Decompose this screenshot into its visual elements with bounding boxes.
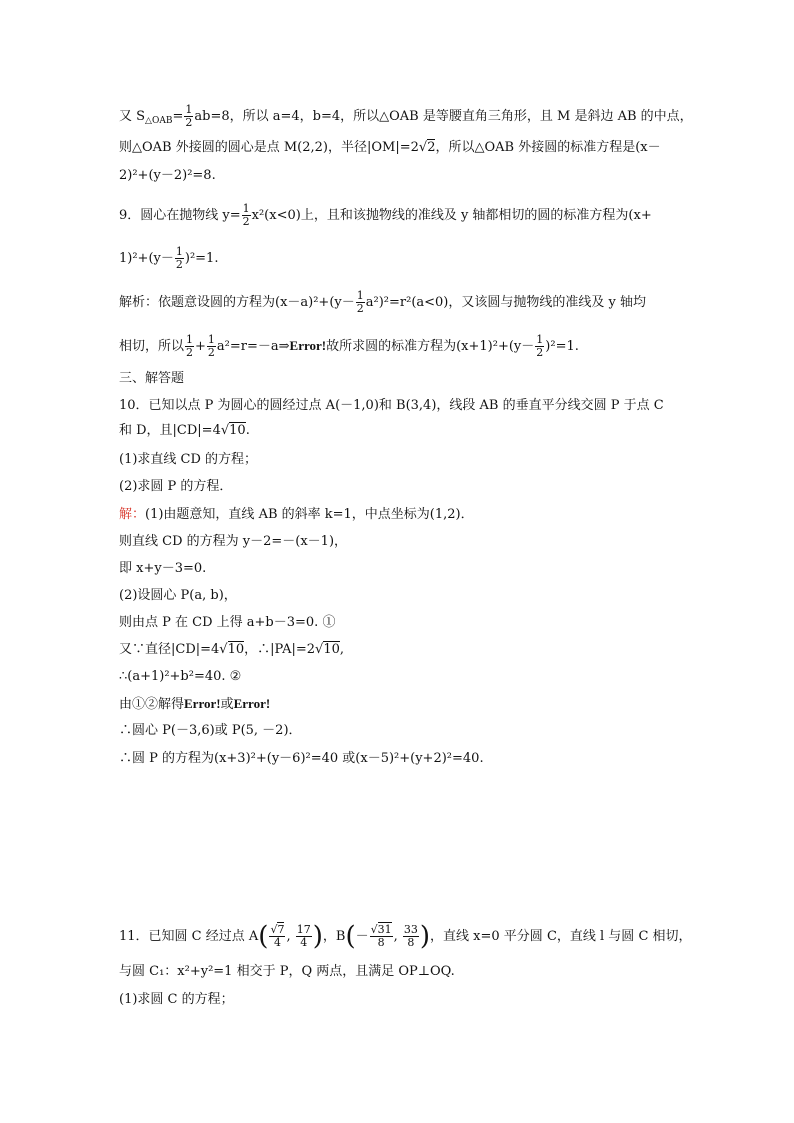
text-line: 解：(1)由题意知，直线 AB 的斜率 k=1，中点坐标为(1,2)． [119, 507, 474, 522]
text-line: 与圆 C₁：x²+y²=1 相交于 P，Q 两点，且满足 OP⊥OQ. [119, 964, 455, 979]
error-field: Error! [184, 696, 221, 711]
text-line: ∴圆心 P(－3,6)或 P(5, －2)． [119, 723, 302, 738]
text-line: (2)设圆心 P(a, b)， [119, 588, 237, 603]
text-line: (2)求圆 P 的方程． [119, 479, 233, 494]
text-line: 则由点 P 在 CD 上得 a+b－3=0. ① [119, 615, 336, 630]
text-line: 又 $S_{\triangle OAB}=$ $\frac{1}{2}$ ab=8，所以 a=4，b=4，所以△OAB 是等腰直角三角形，且 M 是斜边 AB 的中点， [119, 103, 693, 129]
error-field: Error! [233, 696, 271, 711]
fraction: $\frac{1}{2}$ [356, 289, 364, 315]
text-line: 由①②解得Error!或Error! [119, 696, 271, 712]
text-line: 则直线 CD 的方程为 y－2=－(x－1)， [119, 534, 348, 549]
text-line: 即 x+y－3=0. [119, 561, 207, 576]
fraction: $\frac{17}{4}$ [296, 923, 311, 949]
fraction: $\frac{1}{2}$ [207, 333, 215, 359]
text-line: (1)求直线 CD 的方程； [119, 452, 258, 467]
text-line: 又∵直径|CD|=4√10，∴|PA|=2√10, [119, 642, 344, 657]
error-field: Error! [289, 338, 327, 353]
fraction: $\frac{1}{2}$ [175, 245, 183, 271]
fraction: $\frac{1}{2}$ [242, 202, 250, 228]
fraction: $\frac{33}{8}$ [403, 923, 418, 949]
fraction: $\frac{√31}{8}$ [370, 923, 392, 949]
text-line: ∴(a+1)²+b²=40. ② [119, 669, 242, 684]
text-line: 1)²+(y－ $\frac{1}{2}$ )²=1. [119, 245, 219, 271]
text-line: 解析：依题意设圆的方程为(x－a)²+(y－ $\frac{1}{2}$ a²)²=r²(a<0)，又该圆与抛物线的准线及 y 轴均 [119, 289, 646, 315]
text-line: 相切，所以 $\frac{1}{2}$ + $\frac{1}{2}$ a²=r=－a⇒Error!故所求圆的标准方程为(x+1)²+(y－ $\frac{1}{2}$ )²=1. [119, 333, 579, 359]
answer-label: 解： [119, 507, 146, 522]
text-line: 2)²+(y－2)²=8. [119, 168, 216, 183]
fraction: $\frac{1}{2}$ [536, 333, 544, 359]
text-line: (1)求圆 C 的方程； [119, 992, 234, 1007]
fraction: $\frac{1}{2}$ [186, 333, 194, 359]
fraction: $\frac{√7}{4}$ [270, 923, 285, 949]
text-line: 9．圆心在抛物线 y= $\frac{1}{2}$ x²(x<0)上，且和该抛物线的准线及 y 轴都相切的圆的标准方程为(x+ [119, 202, 652, 228]
text-line: ∴圆 P 的方程为(x+3)²+(y－6)²=40 或(x－5)²+(y+2)²=40. [119, 751, 484, 766]
text-line: 11．已知圆 C 经过点 A( $\frac{√7}{4}$ , $\frac{17}{4}$ )，B(－ $\frac{√31}{8}$ , $\frac{33}{8}$ )，直线 x=0 平分圆 C，直线 l 与圆 C 相切， [119, 921, 692, 952]
text-line: 则△OAB 外接圆的圆心是点 M(2,2)，半径|OM|=2√2，所以△OAB 外接圆的标准方程是(x－ [119, 140, 661, 155]
section-heading: 三、解答题 [119, 371, 185, 386]
fraction: $\frac{1}{2}$ [185, 103, 193, 129]
text-line: 10．已知以点 P 为圆心的圆经过点 A(－1,0)和 B(3,4)，线段 AB 的垂直平分线交圆 P 于点 C [119, 398, 664, 413]
text-line: 和 D，且|CD|=4√10. [119, 423, 250, 438]
